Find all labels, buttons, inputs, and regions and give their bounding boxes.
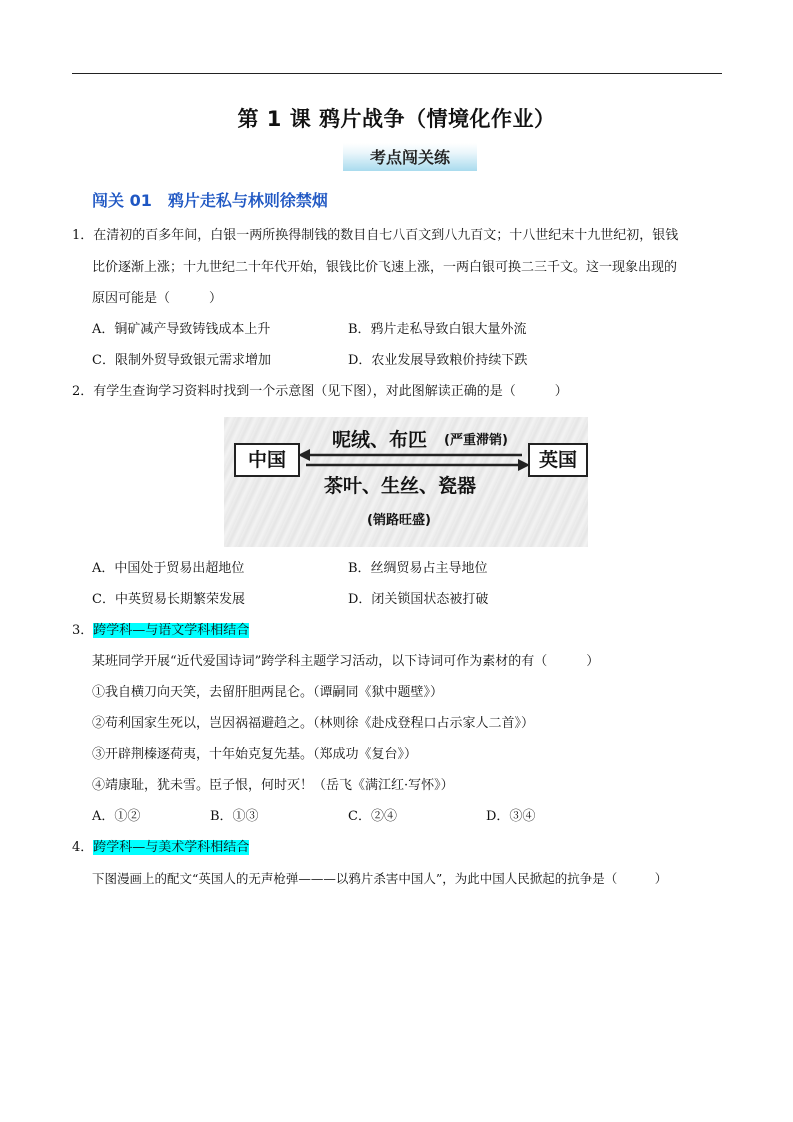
q3-option-c: C．②④ <box>348 809 397 824</box>
q3-item-2: ②苟利国家生死以，岂因祸福避趋之。（林则徐《赴戍登程口占示家人二首》） <box>92 716 535 731</box>
q3-stem: 某班同学开展“近代爱国诗词”跨学科主题学习活动，以下诗词可作为素材的有（ ） <box>92 654 600 669</box>
q3-item-3: ③开辟荆榛逐荷夷，十年始克复先基。（郑成功《复台》） <box>92 747 418 762</box>
section-heading <box>92 188 328 211</box>
q1-option-a: A．铜矿减产导致铸钱成本上升 <box>92 322 271 337</box>
q3-option-d: D．③④ <box>486 809 536 824</box>
q1-line-2: 比价逐渐上涨；十九世纪二十年代开始，银钱比价飞速上涨，一两白银可换二三千文。这一现象出现的 <box>92 260 678 275</box>
q3-option-a: A．①② <box>92 809 141 824</box>
export-label-chinese: 茶叶、生丝、瓷器 <box>324 475 477 497</box>
q4-stem: 下图漫画上的配文“英国人的无声枪弹———以鸦片杀害中国人”，为此中国人民掀起的抗争是（ ） <box>92 871 668 886</box>
q1-option-c: C．限制外贸导致银元需求增加 <box>92 353 271 368</box>
q2-option-d: D．闭关锁国状态被打破 <box>348 592 489 607</box>
export-label-british: 呢绒、布匹 <box>332 429 428 451</box>
q3-item-4: ④靖康耻，犹未雪。臣子恨，何时灭！（岳飞《满江红·写怀》） <box>92 778 454 793</box>
q1-option-b: B．鸦片走私导致白银大量外流 <box>348 322 527 337</box>
q2-option-c: C．中英贸易长期繁荣发展 <box>92 592 245 607</box>
q2-stem: 2．有学生查询学习资料时找到一个示意图（见下图），对此图解读正确的是（ ） <box>72 384 568 399</box>
export-note-british: (严重滞销) <box>444 433 508 448</box>
q4-number: 4． <box>72 840 94 855</box>
export-note-chinese: (销路旺盛) <box>367 513 431 528</box>
q4-heading <box>72 839 249 857</box>
q1-line-3: 原因可能是（ ） <box>92 291 223 306</box>
q3-heading <box>72 622 249 640</box>
q3-number: 3． <box>72 623 94 638</box>
q3-option-b: B．①③ <box>210 809 259 824</box>
china-box: 中国 <box>234 443 300 477</box>
section-name: 鸦片走私与林则徐禁烟 <box>167 191 328 210</box>
header-rule <box>72 73 722 74</box>
q1-line-1: 1．在清初的百多年间，白银一两所换得制钱的数目自七八百文到八九百文；十八世纪末十九世纪初，银钱 <box>72 228 679 243</box>
trade-diagram <box>224 417 588 547</box>
q2-option-b: B．丝绸贸易占主导地位 <box>348 561 488 576</box>
page-subtitle: 考点闯关练 <box>369 148 450 167</box>
page-title: 第 1 课 鸦片战争（情境化作业） <box>237 107 556 131</box>
q3-subject-tag: 跨学科—与语文学科相结合 <box>93 623 250 638</box>
q1-option-d: D．农业发展导致粮价持续下跌 <box>348 353 528 368</box>
q2-option-a: A．中国处于贸易出超地位 <box>92 561 245 576</box>
q4-subject-tag: 跨学科—与美术学科相结合 <box>93 840 250 855</box>
section-code: 闯关 01 <box>92 191 152 210</box>
britain-box: 英国 <box>528 443 588 477</box>
q3-item-1: ①我自横刀向天笑，去留肝胆两昆仑。（谭嗣同《狱中题壁》） <box>92 685 444 700</box>
